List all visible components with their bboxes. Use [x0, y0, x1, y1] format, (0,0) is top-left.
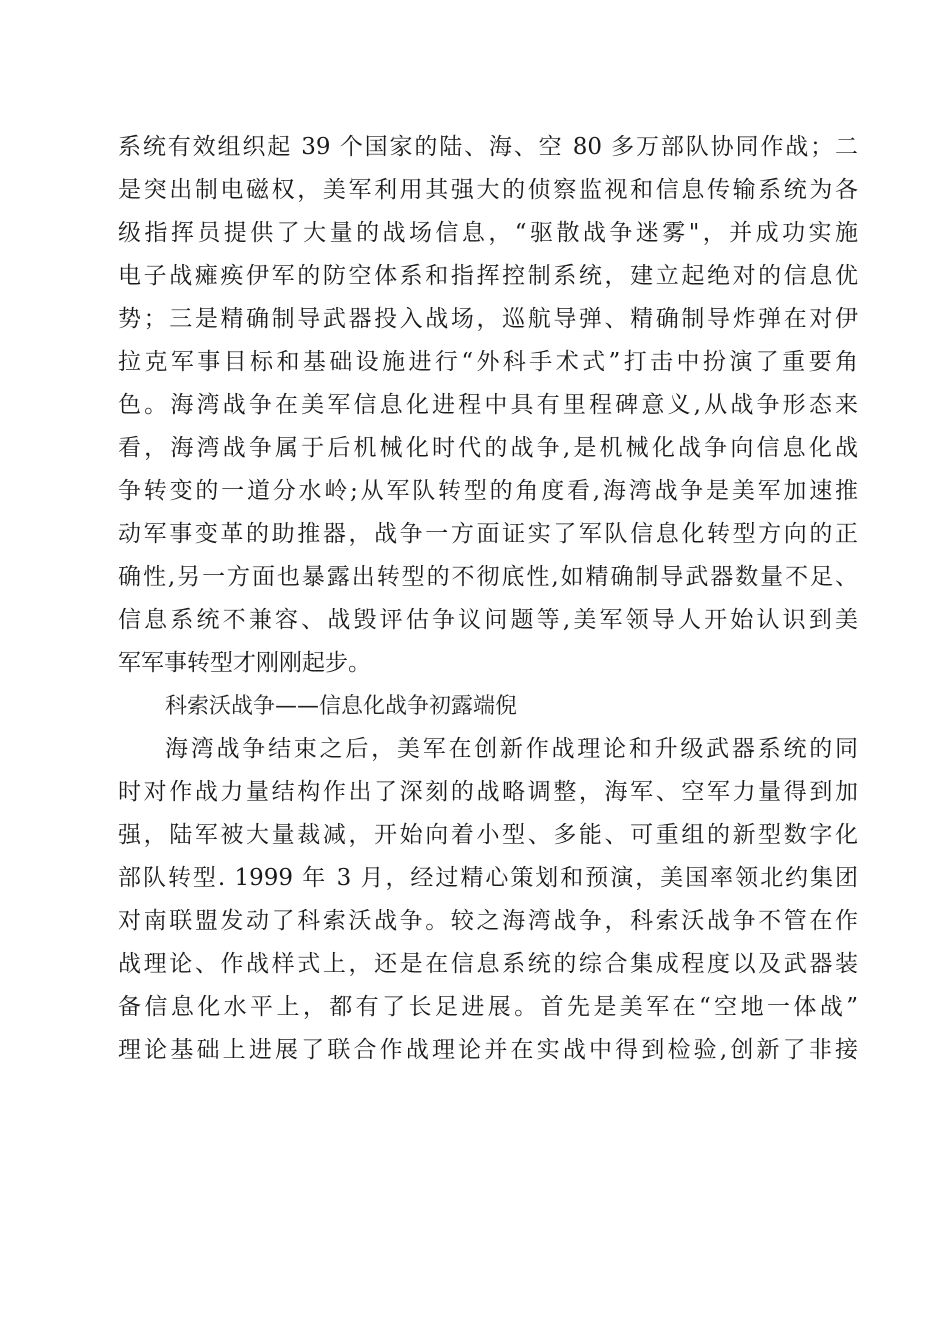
text-line: 部队转型. 1999 年 3 月，经过精心策划和预演，美国率领北约集团	[118, 865, 858, 891]
text-line: 是突出制电磁权，美军利用其强大的侦察监视和信息传输系统为各	[118, 177, 858, 203]
paragraph-2	[118, 728, 858, 1072]
section-heading: 科索沃战争——信息化战争初露端倪	[165, 694, 518, 719]
text-line: 对南联盟发动了科索沃战争。较之海湾战争，科索沃战争不管在作	[118, 908, 858, 934]
text-line: 战理论、作战样式上，还是在信息系统的综合集成程度以及武器装	[118, 951, 858, 977]
text-line: 势；三是精确制导武器投入战场，巡航导弹、精确制导炸弹在对伊	[118, 306, 858, 332]
text-line: 拉克军事目标和基础设施进行“外科手术式”打击中扮演了重要角	[118, 349, 858, 375]
text-line: 系统有效组织起 39 个国家的陆、海、空 80 多万部队协同作战；二	[118, 134, 858, 160]
text-line: 理论基础上进展了联合作战理论并在实战中得到检验,创新了非接	[118, 1037, 858, 1063]
text-line: 海湾战争结束之后，美军在创新作战理论和升级武器系统的同	[165, 736, 858, 762]
text-line: 强，陆军被大量裁减，开始向着小型、多能、可重组的新型数字化	[118, 822, 858, 848]
text-line: 时对作战力量结构作出了深刻的战略调整，海军、空军力量得到加	[118, 779, 858, 805]
text-line: 军军事转型才刚刚起步。	[118, 650, 371, 676]
text-line: 动军事变革的助推器，战争一方面证实了军队信息化转型方向的正	[118, 521, 858, 547]
paragraph-1	[118, 126, 858, 685]
text-line: 级指挥员提供了大量的战场信息，“驱散战争迷雾"，并成功实施	[118, 220, 858, 246]
text-line: 争转变的一道分水岭;从军队转型的角度看,海湾战争是美军加速推	[118, 478, 858, 504]
text-line: 看，海湾战争属于后机械化时代的战争,是机械化战争向信息化战	[118, 435, 858, 461]
text-line: 色。海湾战争在美军信息化进程中具有里程碑意义,从战争形态来	[118, 392, 858, 418]
document-body	[118, 126, 858, 1072]
text-line: 信息系统不兼容、战毁评估争议问题等,美军领导人开始认识到美	[118, 607, 858, 633]
text-line: 确性,另一方面也暴露出转型的不彻底性,如精确制导武器数量不足、	[118, 564, 858, 590]
text-line: 备信息化水平上，都有了长足进展。首先是美军在“空地一体战”	[118, 994, 858, 1020]
text-line: 电子战瘫痪伊军的防空体系和指挥控制系统，建立起绝对的信息优	[118, 263, 858, 289]
